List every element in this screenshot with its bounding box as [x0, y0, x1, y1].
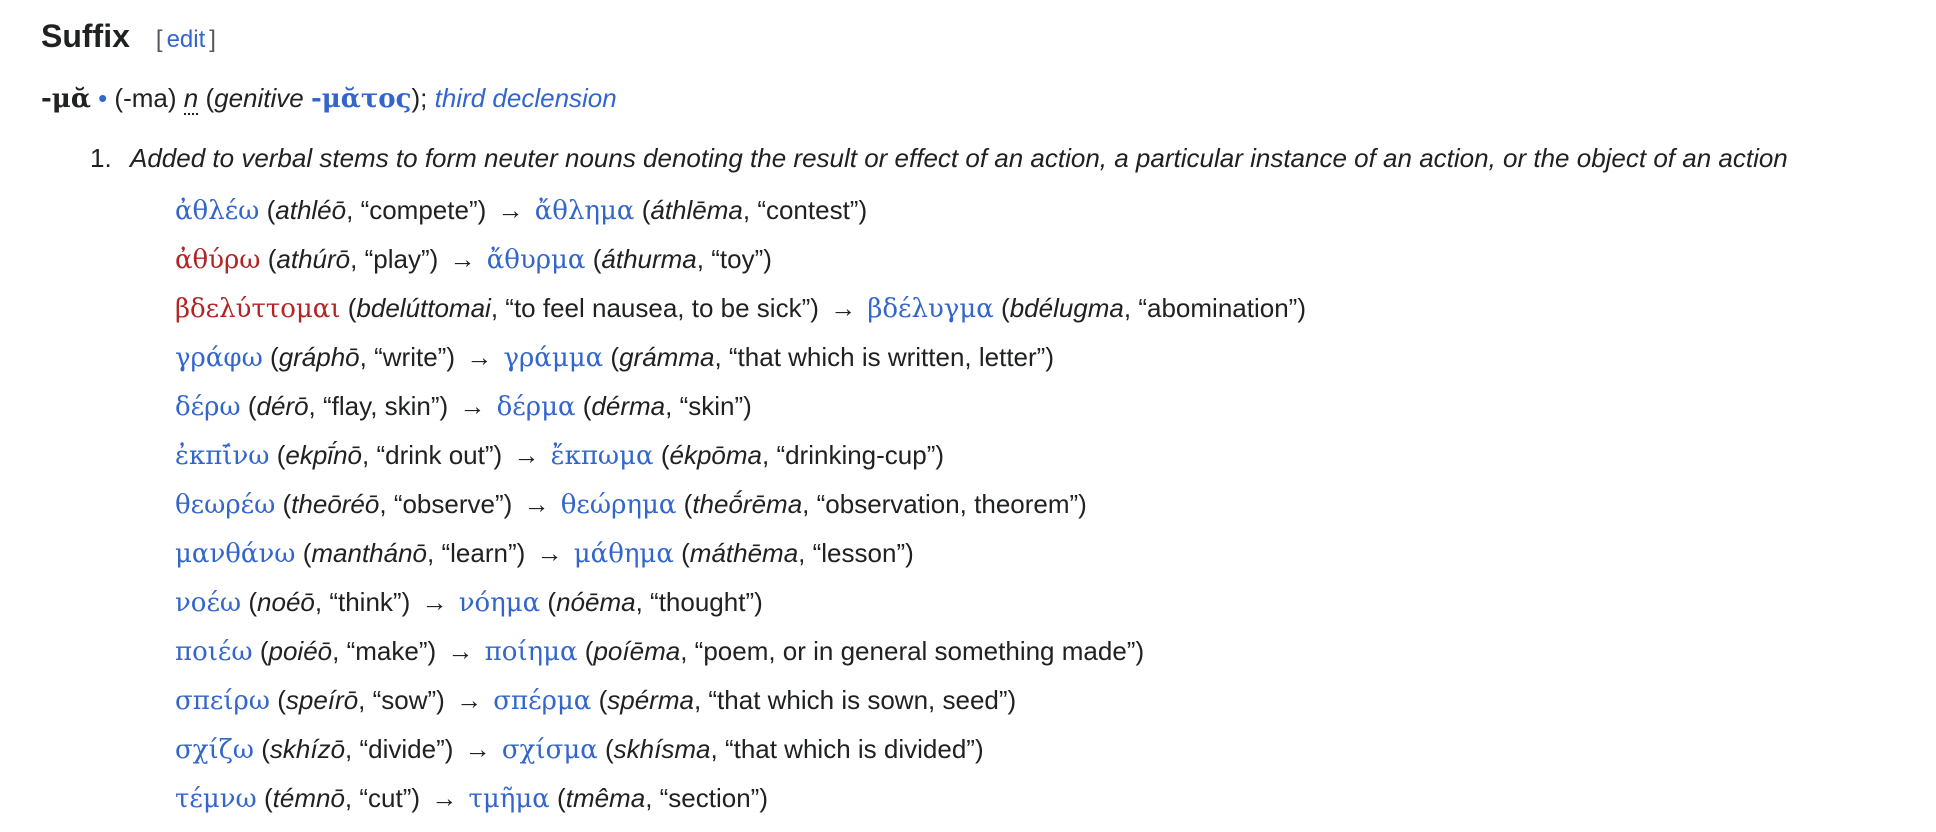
example-item: γράφω (gráphō, “write”) → γράμμα (grámma, “that which is written, letter”) [175, 342, 1054, 373]
verb-gloss: “divide” [359, 734, 445, 764]
verb-gloss: “flay, skin” [323, 391, 440, 421]
noun-transliteration: ékpōma [669, 440, 762, 470]
headword-romanization: (-ma) [114, 83, 177, 113]
gender-abbreviation[interactable]: n [183, 83, 199, 113]
noun-gloss: “section” [659, 783, 760, 813]
noun-link[interactable]: σπέρμα [493, 686, 592, 716]
section-title: Suffix [41, 18, 130, 54]
noun-transliteration: dérma [591, 391, 666, 421]
noun-gloss: “poem, or in general something made” [694, 636, 1136, 666]
verb-link[interactable]: ἀθύρω [175, 245, 261, 275]
noun-gloss: “contest” [757, 195, 859, 225]
verb-transliteration: noéō [257, 587, 315, 617]
noun-link[interactable]: δέρμα [496, 392, 576, 422]
noun-gloss: “abomination” [1138, 293, 1298, 323]
edit-section [156, 26, 216, 54]
verb-transliteration: témnō [272, 783, 345, 813]
headword-bullet: • [98, 83, 108, 113]
verb-link[interactable]: μανθάνω [175, 539, 296, 569]
verb-transliteration: poiéō [268, 636, 333, 666]
noun-transliteration: theṓrēma [692, 489, 803, 519]
noun-transliteration: áthurma [601, 244, 697, 274]
noun-transliteration: tmêma [565, 783, 646, 813]
verb-gloss: “observe” [393, 489, 504, 519]
headword: -μᾰ [41, 84, 91, 114]
verb-gloss: “play” [364, 244, 430, 274]
example-item: ποιέω (poiéō, “make”) → ποίημα (poíēma, “poem, or in general something made”) [175, 636, 1145, 667]
example-item: ἐκπῑ́νω (ekpī́nō, “drink out”) → ἔκπωμα (ékpōma, “drinking-cup”) [175, 440, 945, 471]
noun-gloss: “drinking-cup” [776, 440, 936, 470]
arrow-icon: → [466, 342, 493, 372]
verb-link[interactable]: γράφω [175, 343, 263, 373]
arrow-icon: → [464, 734, 491, 764]
verb-transliteration: skhízō [269, 734, 346, 764]
example-item: θεωρέω (theōréō, “observe”) → θεώρημα (theṓrēma, “observation, theorem”) [175, 489, 1087, 520]
noun-link[interactable]: γράμμα [503, 343, 604, 373]
verb-gloss: “compete” [360, 195, 478, 225]
noun-transliteration: nóēma [556, 587, 636, 617]
verb-link[interactable]: βδελύττομαι [175, 294, 341, 324]
noun-gloss: “that which is written, letter” [728, 342, 1046, 372]
verb-link[interactable]: ἀθλέω [175, 196, 260, 226]
examples-list [41, 186, 1936, 823]
verb-transliteration: athúrō [276, 244, 351, 274]
genitive-label: genitive [214, 83, 304, 113]
noun-gloss: “that which is divided” [724, 734, 975, 764]
noun-link[interactable]: νόημα [458, 588, 541, 618]
sense-number: 1. [90, 143, 112, 173]
sense-1 [41, 138, 1936, 178]
verb-link[interactable]: νοέω [175, 588, 242, 618]
edit-bracket-close: ] [209, 26, 216, 53]
noun-transliteration: máthēma [689, 538, 799, 568]
verb-link[interactable]: σπείρω [175, 686, 270, 716]
verb-transliteration: ekpī́nō [285, 440, 363, 470]
noun-link[interactable]: ἄθλημα [534, 196, 635, 226]
sense-definition: Added to verbal stems to form neuter nouns denoting the result or effect of an action, a particular instance of an action, or the object of an action [130, 143, 1788, 173]
verb-transliteration: theōréō [291, 489, 380, 519]
edit-bracket-open: [ [155, 26, 163, 53]
verb-link[interactable]: ἐκπῑ́νω [175, 441, 270, 471]
example-item: δέρω (dérō, “flay, skin”) → δέρμα (dérma, “skin”) [175, 391, 752, 422]
verb-link[interactable]: τέμνω [175, 784, 257, 814]
arrow-icon: → [459, 391, 486, 421]
arrow-icon: → [513, 440, 540, 470]
noun-link[interactable]: ἄθυρμα [486, 245, 586, 275]
verb-transliteration: dérō [256, 391, 309, 421]
headword-line [41, 78, 1936, 118]
verb-transliteration: gráphō [278, 342, 360, 372]
example-item: ἀθλέω (athléō, “compete”) → ἄθλημα (áthlēma, “contest”) [175, 195, 868, 226]
edit-link[interactable]: edit [166, 26, 206, 53]
noun-transliteration: spérma [607, 685, 694, 715]
noun-gloss: “skin” [679, 391, 744, 421]
noun-link[interactable]: θεώρημα [560, 490, 677, 520]
verb-transliteration: bdelúttomai [356, 293, 491, 323]
noun-link[interactable]: σχίσμα [501, 735, 598, 765]
verb-link[interactable]: σχίζω [175, 735, 254, 765]
noun-link[interactable]: μάθημα [573, 539, 674, 569]
example-item: σχίζω (skhízō, “divide”) → σχίσμα (skhísma, “that which is divided”) [175, 734, 984, 765]
example-item: ἀθύρω (athúrō, “play”) → ἄθυρμα (áthurma, “toy”) [175, 244, 772, 275]
noun-link[interactable]: βδέλυγμα [867, 294, 994, 324]
arrow-icon: → [830, 293, 857, 323]
arrow-icon: → [523, 489, 550, 519]
verb-gloss: “cut” [359, 783, 412, 813]
verb-transliteration: speírō [285, 685, 359, 715]
noun-link[interactable]: ἔκπωμα [550, 441, 654, 471]
noun-gloss: “thought” [650, 587, 755, 617]
verb-gloss: “write” [374, 342, 447, 372]
example-item: τέμνω (témnō, “cut”) → τμῆμα (tmêma, “section”) [175, 783, 769, 814]
verb-gloss: “think” [329, 587, 402, 617]
noun-gloss: “lesson” [812, 538, 906, 568]
noun-link[interactable]: τμῆμα [468, 784, 550, 814]
verb-gloss: “make” [346, 636, 428, 666]
arrow-icon: → [456, 685, 483, 715]
genitive-form-link[interactable]: -μᾰτος [310, 84, 412, 114]
noun-link[interactable]: ποίημα [484, 637, 578, 667]
noun-gloss: “observation, theorem” [816, 489, 1079, 519]
noun-transliteration: bdélugma [1009, 293, 1124, 323]
example-item: βδελύττομαι (bdelúttomai, “to feel nausea, to be sick”) → βδέλυγμα (bdélugma, “abomination”) [175, 293, 1306, 324]
verb-transliteration: athléō [275, 195, 347, 225]
noun-transliteration: grámma [619, 342, 715, 372]
arrow-icon: → [449, 244, 476, 274]
verb-gloss: “to feel nausea, to be sick” [505, 293, 811, 323]
verb-gloss: “sow” [372, 685, 437, 715]
example-item: μανθάνω (manthánō, “learn”) → μάθημα (máthēma, “lesson”) [175, 538, 914, 569]
arrow-icon: → [536, 538, 563, 568]
example-item: σπείρω (speírō, “sow”) → σπέρμα (spérma, “that which is sown, seed”) [175, 685, 1017, 716]
verb-link[interactable]: θεωρέω [175, 490, 276, 520]
section-heading-row [41, 18, 1936, 64]
verb-gloss: “learn” [441, 538, 517, 568]
noun-gloss: “toy” [711, 244, 764, 274]
noun-gloss: “that which is sown, seed” [708, 685, 1008, 715]
arrow-icon: → [421, 587, 448, 617]
verb-gloss: “drink out” [376, 440, 494, 470]
arrow-icon: → [497, 195, 524, 225]
noun-transliteration: poíēma [593, 636, 681, 666]
verb-link[interactable]: ποιέω [175, 637, 253, 667]
declension-link[interactable]: third declension [434, 83, 617, 113]
genitive-group: (genitive -μᾰτος); [205, 83, 428, 114]
verb-link[interactable]: δέρω [175, 392, 241, 422]
noun-transliteration: áthlēma [650, 195, 743, 225]
arrow-icon: → [447, 636, 474, 666]
example-item: νοέω (noéō, “think”) → νόημα (nóēma, “thought”) [175, 587, 763, 618]
noun-transliteration: skhísma [613, 734, 711, 764]
verb-transliteration: manthánō [311, 538, 428, 568]
arrow-icon: → [431, 783, 458, 813]
